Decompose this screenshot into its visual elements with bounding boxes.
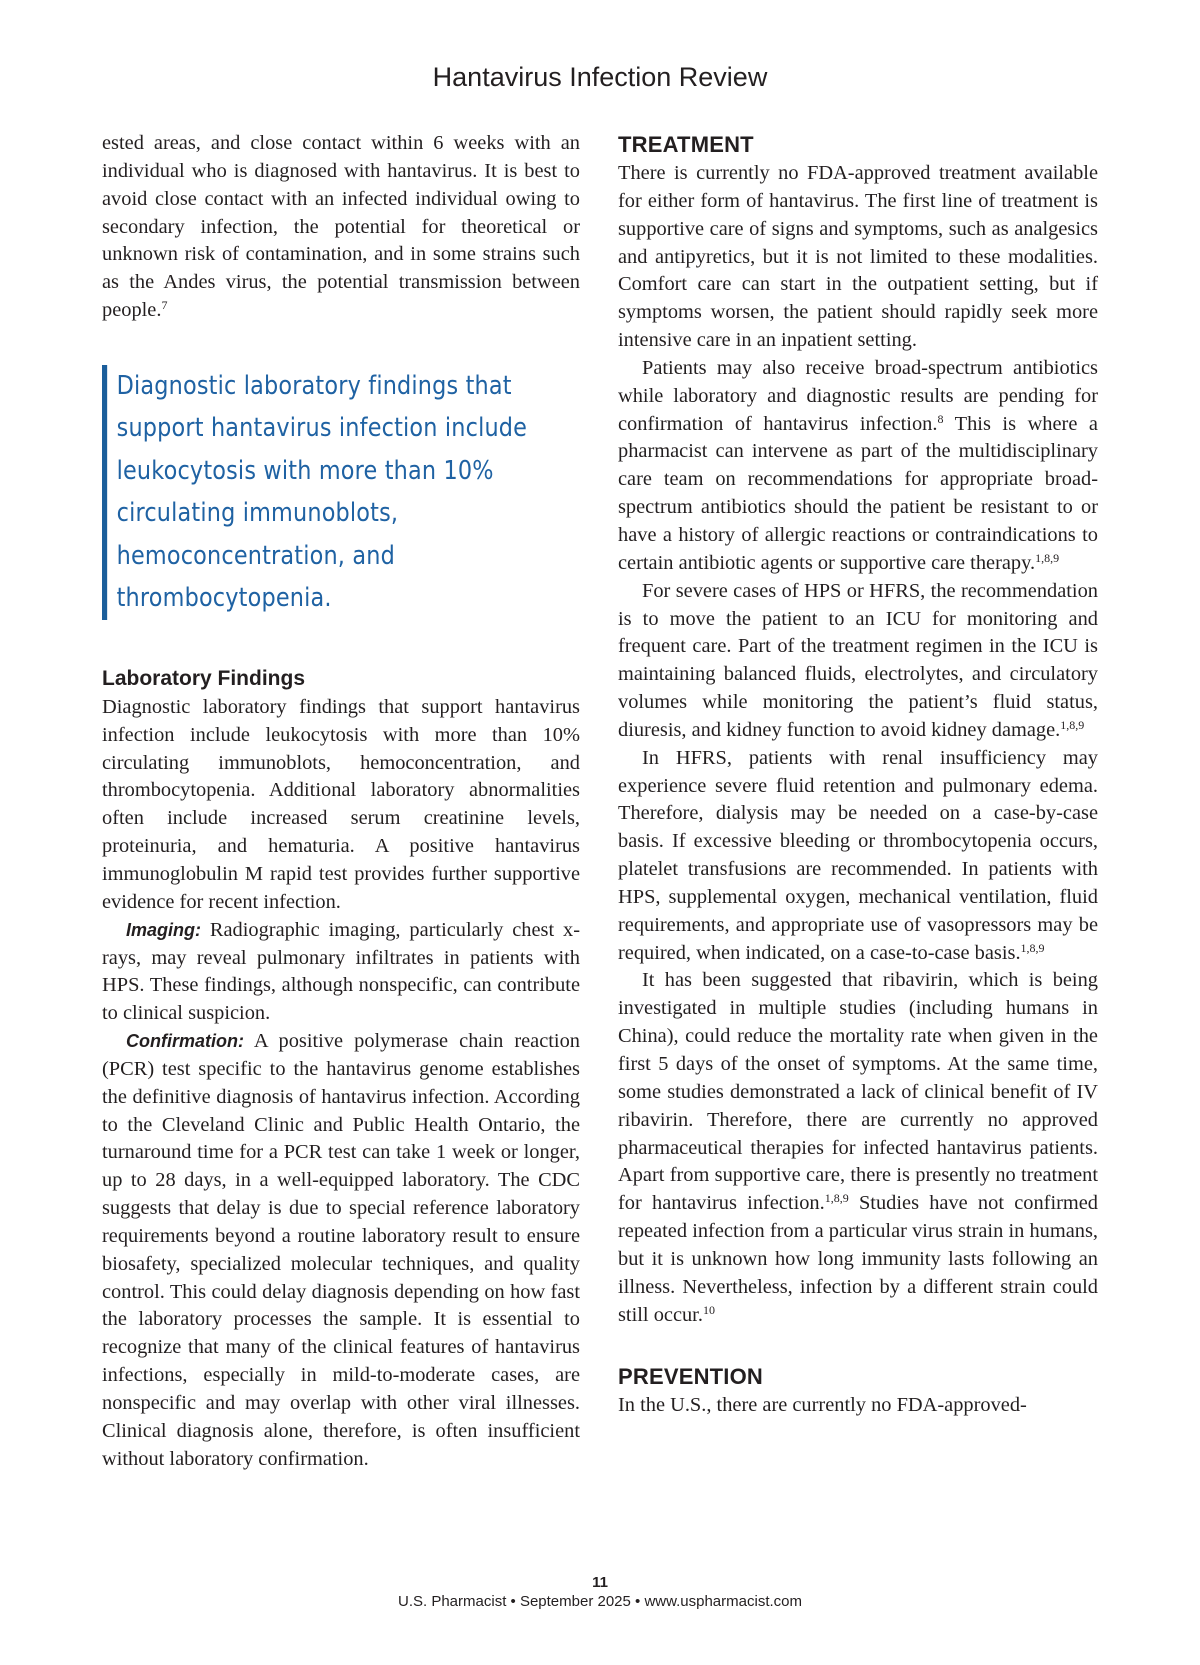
imaging-paragraph (102, 917, 580, 1028)
pull-quote: Diagnostic laboratory findings that support hantavirus infection include leukocytosis with more than 10% circulating immunoblots, hemoconcentration, and thrombocytopenia. (102, 365, 547, 620)
page-number: 11 (592, 1574, 608, 1591)
running-title: Hantavirus Infection Review (432, 62, 768, 92)
continued-paragraph-text: ested areas, and close contact within 6 weeks with an individual who is diagnosed with hantavirus. It is best to avoid close contact with an infected individual owing to secondary infection, the potential for theoretical or unknown risk of contamination, and in some strains such as the Andes virus, the potential transmission between people. (102, 132, 580, 322)
imaging-text: Radiographic imaging, particularly chest x-rays, may reveal pulmonary infiltrates in patients with HPS. These findings, although nonspecific, can contribute to clinical suspicion. (102, 918, 580, 1025)
treatment-paragraph-3 (618, 578, 1098, 745)
reference-superscript: 1,8,9 (824, 1191, 849, 1206)
confirmation-text: A positive polymerase chain reaction (PCR) test specific to the hantavirus genome establishes the definitive diagnosis of hantavirus infection. According to the Cleveland Clinic and Public Health Ontario, the turnaround time for a PCR test can take 1 week or longer, up to 28 days, in a well-equipped laboratory. The CDC suggests that delay is due to special reference laboratory requirements beyond a routine laboratory result to ensure biosafety, specialized molecular techniques, and quality control. This could delay diagnosis depending on how fast the laboratory processes the sample. It is essential to recognize that many of the clinical features of hantavirus infections, especially in mild-to-moderate cases, are nonspecific and may overlap with other viral illnesses. Clinical diagnosis alone, therefore, is often insufficient without laboratory confirmation. (102, 1030, 580, 1470)
treatment-paragraph-5a: It has been suggested that ribavirin, which is being investigated in multiple studies (including humans in China), could reduce the mortality rate when given in the first 5 days of the onset of symptoms. At the same time, some studies demonstrated a lack of clinical benefit of IV ribavirin. Therefore, there are currently no approved pharmaceutical therapies for infected hantavirus patients. Apart from supportive care, there is presently no treatment for hantavirus infection. (618, 969, 1098, 1215)
left-column (102, 130, 580, 1474)
lab-findings-heading: Laboratory Findings (102, 666, 306, 690)
reference-superscript: 1,8,9 (1035, 550, 1060, 565)
treatment-paragraph-5b: Studies have not confirmed repeated infection from a particular virus strain in humans, but it is unknown how long immunity lasts following an illness. Nevertheless, infection by a different strain could still occur. (618, 1192, 1099, 1326)
prevention-heading: PREVENTION (618, 1364, 764, 1390)
confirmation-paragraph (102, 1028, 580, 1474)
reference-superscript: 7 (161, 298, 168, 313)
prevention-paragraph-1: In the U.S., there are currently no FDA-approved- (618, 1394, 1027, 1417)
treatment-paragraph-2 (618, 355, 1098, 578)
treatment-paragraph-4-text: In HFRS, patients with renal insufficiency may experience severe fluid retention and pulmonary edema. Therefore, dialysis may be needed on a case-by-case basis. If excessive bleeding or thrombocytopenia occurs, platelet transfusions are recommended. In patients with HPS, supplemental oxygen, mechanical ventilation, fluid requirements, and appropriate use of vasopressors may be required, when indicated, on a case-to-case basis. (618, 746, 1098, 964)
treatment-paragraph-3-text: For severe cases of HPS or HFRS, the recommendation is to move the patient to an ICU for monitoring and frequent care. Part of the treatment regimen in the ICU is maintaining balanced fluids, electrolytes, and circulatory volumes while monitoring the patient’s fluid status, diuresis, and kidney function to avoid kidney damage. (618, 579, 1098, 741)
treatment-paragraph-2b: This is where a pharmacist can intervene as part of the multidisciplinary care team on recommendations for appropriate broad-spectrum antibiotics should the patient be resistant to or have a history of allergic reactions or contraindications to certain antibiotic agents or supportive care therapy. (618, 412, 1098, 574)
reference-superscript: 10 (702, 1302, 715, 1317)
continued-paragraph (102, 130, 580, 325)
imaging-label: Imaging: (126, 919, 201, 940)
right-column (618, 132, 1098, 1420)
lab-findings-paragraph: Diagnostic laboratory findings that support hantavirus infection include leukocytosis with more than 10% circulating immunoblots, hemoconcentration, and thrombocytopenia. Additional laboratory abnormalities often include increased serum creatinine levels, proteinuria, and hematuria. A positive hantavirus immunoglobulin M rapid test provides further supportive evidence for recent infection. (102, 695, 580, 913)
reference-superscript: 8 (937, 411, 944, 426)
treatment-paragraph-1: There is currently no FDA-approved treatment available for either form of hantavirus. The first line of treatment is supportive care of signs and symptoms, such as analgesics and antipyretics, but it is not limited to these modalities. Comfort care can start in the outpatient setting, but if symptoms worsen, the patient should rapidly seek more intensive care in an inpatient setting. (618, 162, 1098, 352)
reference-superscript: 1,8,9 (1020, 940, 1045, 955)
publication-line: U.S. Pharmacist • September 2025 • www.uspharmacist.com (398, 1593, 802, 1610)
treatment-paragraph-5 (618, 967, 1098, 1329)
treatment-paragraph-2a: Patients may also receive broad-spectrum antibiotics while laboratory and diagnostic results are pending for confirmation of hantavirus infection. (618, 356, 1098, 435)
reference-superscript: 1,8,9 (1060, 717, 1085, 732)
treatment-heading: TREATMENT (618, 132, 754, 157)
treatment-paragraph-4 (618, 745, 1098, 968)
confirmation-label: Confirmation: (126, 1031, 244, 1052)
